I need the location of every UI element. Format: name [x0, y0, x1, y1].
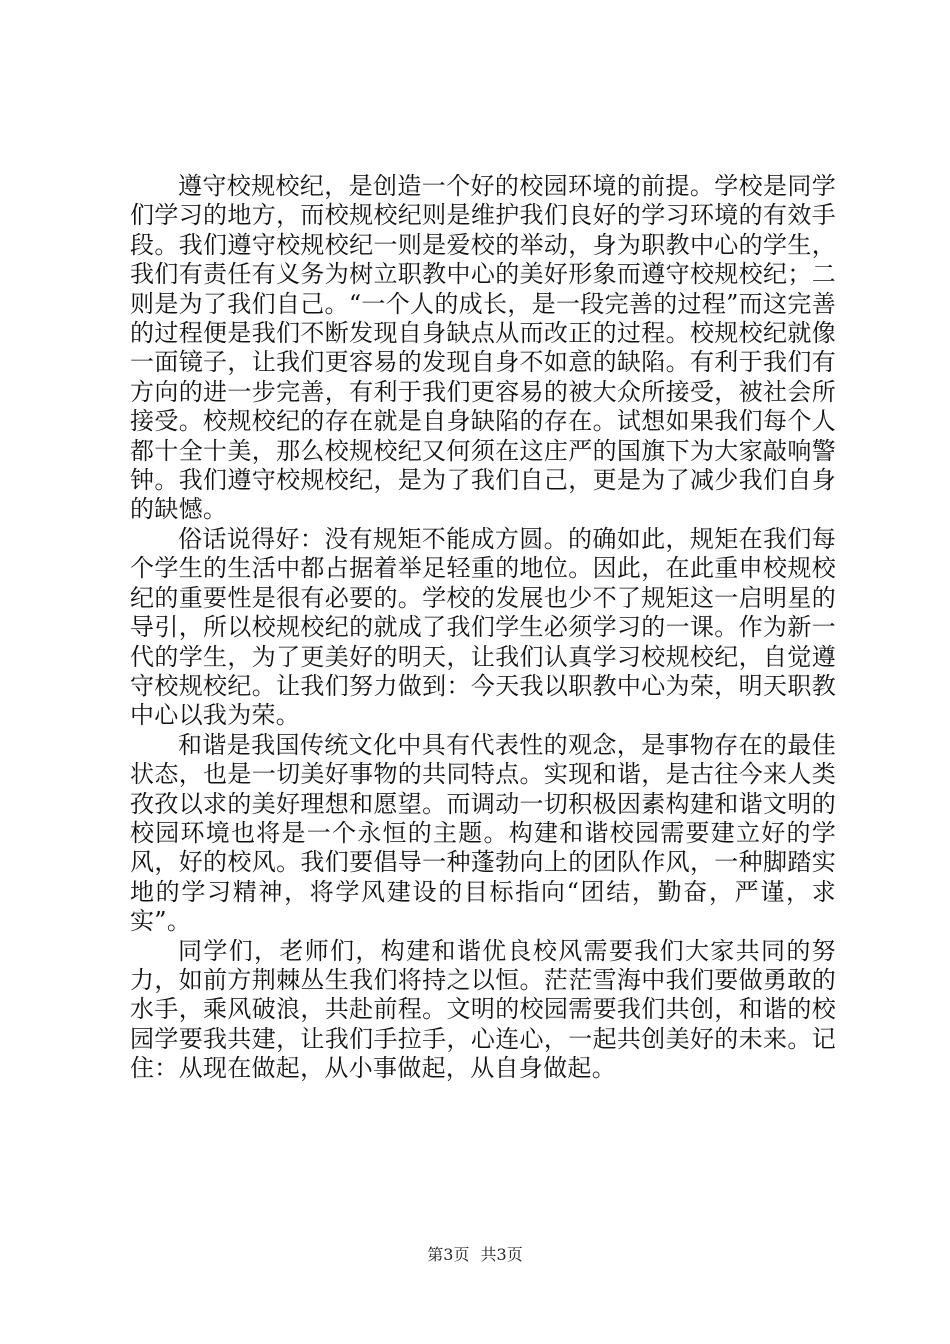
paragraph-2: 俗话说得好：没有规矩不能成方圆。的确如此，规矩在我们每个学生的生活中都占据着举足轻重的地位。因此，在此重申校规校纪的重要性是很有必要的。学校的发展也少不了规矩这一启明星的导引，所以校规校纪的就成了我们学生必须学习的一课。作为新一代的学生，为了更美好的明天，让我们认真学习校规校纪，自觉遵守校规校纪。让我们努力做到：今天我以职教中心为荣，明天职教中心以我为荣。: [130, 524, 836, 730]
paragraph-1: 遵守校规校纪，是创造一个好的校园环境的前提。学校是同学们学习的地方，而校规校纪则是维护我们良好的学习环境的有效手段。我们遵守校规校纪一则是爱校的举动，身为职教中心的学生，我们有责任有义务为树立职教中心的美好形象而遵守校规校纪；二则是为了我们自己。“一个人的成长，是一段完善的过程”而这完善的过程便是我们不断发现自身缺点从而改正的过程。校规校纪就像一面镜子，让我们更容易的发现自身不如意的缺陷。有利于我们有方向的进一步完善，有利于我们更容易的被大众所接受，被社会所接受。校规校纪的存在就是自身缺陷的存在。试想如果我们每个人都十全十美，那么校规校纪又何须在这庄严的国旗下为大家敲响警钟。我们遵守校规校纪，是为了我们自己，更是为了减少我们自身的缺憾。: [130, 172, 836, 524]
page-number: 第3页: [427, 1245, 470, 1264]
page-total: 共3页: [480, 1245, 523, 1264]
page-footer: [0, 1245, 950, 1265]
paragraph-4: 同学们，老师们，构建和谐优良校风需要我们大家共同的努力，如前方荆棘丛生我们将持之以恒。茫茫雪海中我们要做勇敢的水手，乘风破浪，共赴前程。文明的校园需要我们共创，和谐的校园学要我共建，让我们手拉手，心连心，一起共创美好的未来。记住：从现在做起，从小事做起，从自身做起。: [130, 936, 836, 1083]
paragraph-3: 和谐是我国传统文化中具有代表性的观念，是事物存在的最佳状态，也是一切美好事物的共同特点。实现和谐，是古往今来人类孜孜以求的美好理想和愿望。而调动一切积极因素构建和谐文明的校园环境也将是一个永恒的主题。构建和谐校园需要建立好的学风，好的校风。我们要倡导一种蓬勃向上的团队作风，一种脚踏实地的学习精神，将学风建设的目标指向“团结，勤奋，严谨，求实”。: [130, 730, 836, 936]
document-body: [130, 172, 836, 1084]
